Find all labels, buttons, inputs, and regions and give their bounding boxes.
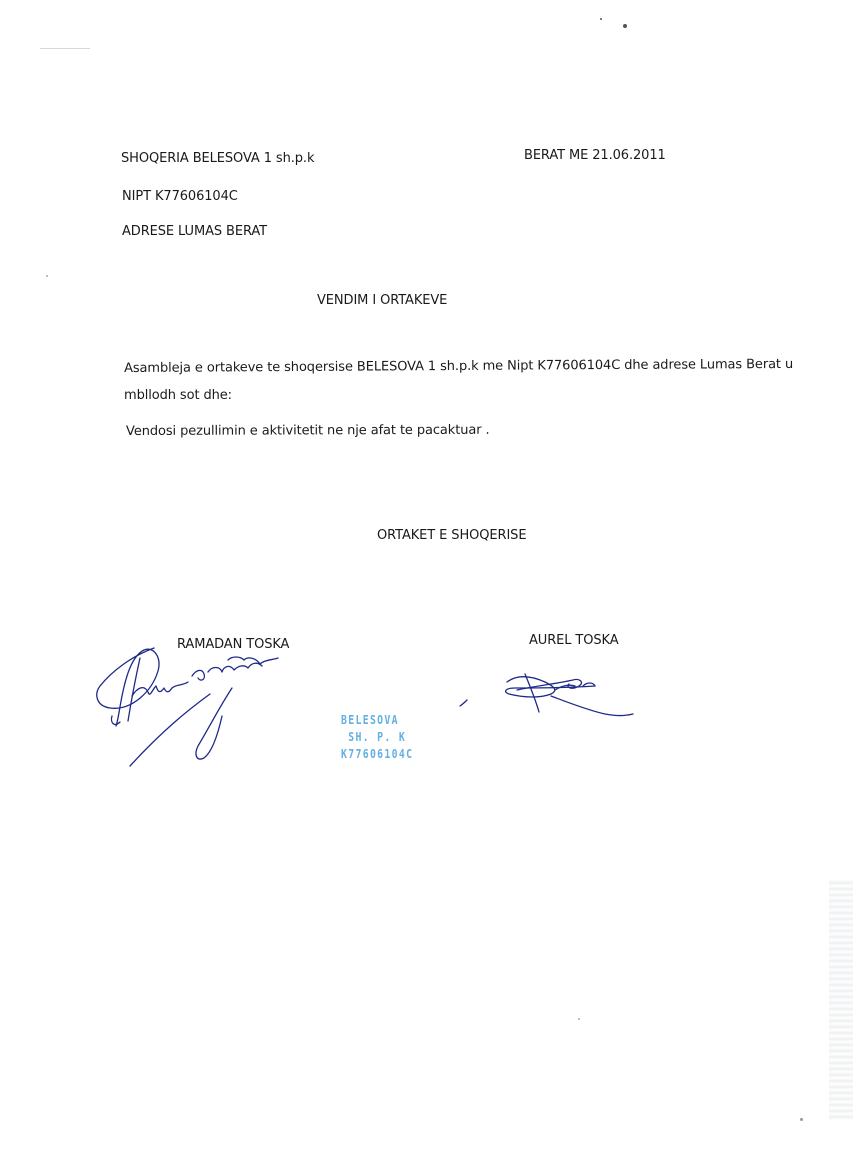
signatory-name-left: RAMADAN TOSKA [177,637,290,652]
partners-heading: ORTAKET E SHOQERISE [377,528,527,543]
scan-speck [578,1018,580,1020]
signature-left [92,636,302,776]
company-nipt: NIPT K77606104C [122,189,238,204]
stamp-line-3: K77606104C [341,747,414,761]
decision-text: Vendosi pezullimin e aktivitetit ne nje afat te pacaktuar . [126,422,490,439]
body-paragraph-line-1: Asambleja e ortakeve te shoqersise BELESOVA 1 sh.p.k me Nipt K77606104C dhe adrese Lumas Berat u [124,356,794,376]
company-stamp [341,712,413,763]
body-paragraph-line-2: mbllodh sot dhe: [124,388,232,403]
scan-edge-noise [829,880,853,1120]
document-date: BERAT ME 21.06.2011 [524,148,666,163]
signature-right [455,660,640,725]
stamp-line-2: SH. P. K [341,730,407,744]
signatory-name-right: AUREL TOSKA [529,633,619,648]
scan-artifact-line [40,48,90,49]
stamp-line-1: BELESOVA [341,713,399,727]
scan-speck [800,1118,803,1121]
company-name: SHOQERIA BELESOVA 1 sh.p.k [121,151,315,166]
scan-speck [46,275,48,277]
company-address: ADRESE LUMAS BERAT [122,224,268,239]
scan-speck [623,24,627,28]
document-title: VENDIM I ORTAKEVE [317,293,448,308]
scan-speck [600,18,602,20]
